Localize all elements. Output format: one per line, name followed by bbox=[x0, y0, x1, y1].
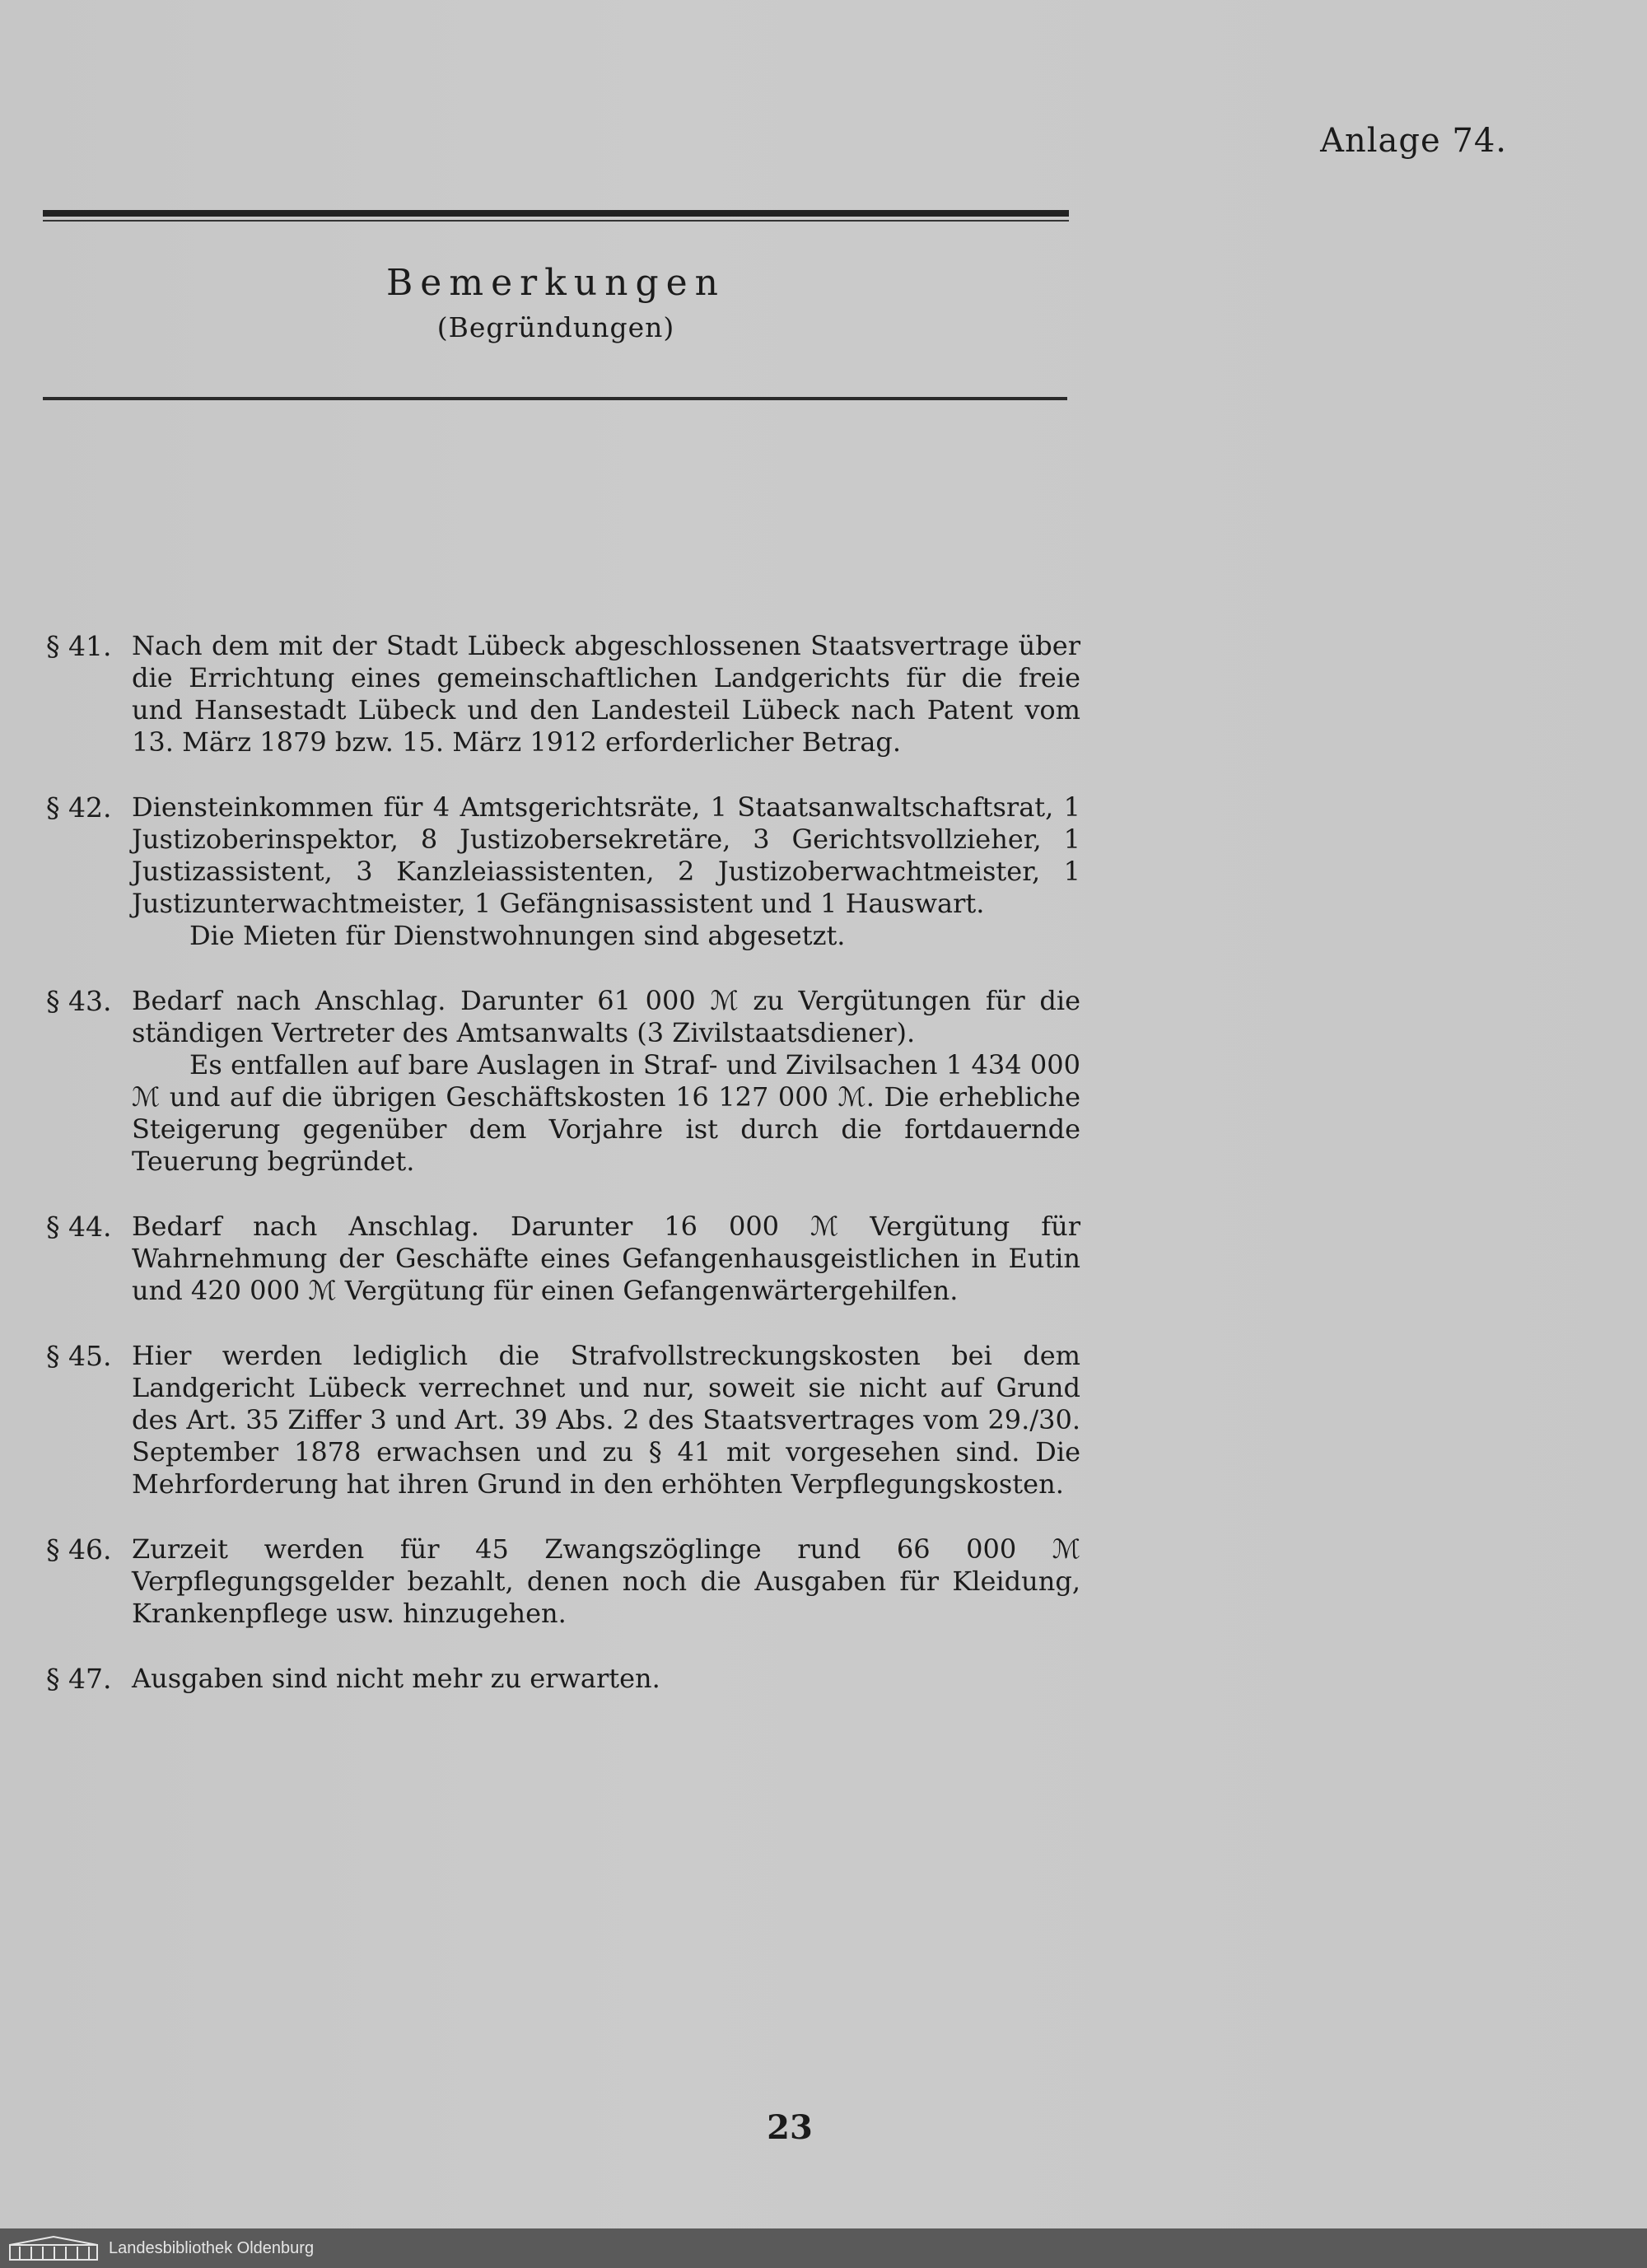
paragraph-text bbox=[132, 1533, 1080, 1630]
paragraph-number: § 43. bbox=[46, 985, 112, 1017]
paragraph-43 bbox=[46, 985, 1084, 1178]
paragraph-line: Es entfallen auf bare Auslagen in Straf- und Zivilsachen 1 434 000 ℳ und auf die übrigen Geschäftskosten 16 127 000 ℳ. Die erhebliche Steigerung gegenüber dem Vorjahre ist durch die fortdauernde Teuerung begründet. bbox=[132, 1049, 1080, 1177]
paragraph-number: § 46. bbox=[46, 1533, 112, 1566]
paragraph-text bbox=[132, 1211, 1080, 1307]
paragraph-line: Nach dem mit der Stadt Lübeck abgeschlossenen Staatsvertrage über die Errichtung eines gemeinschaftlichen Landgerichts für die freie und Hansestadt Lübeck und den Landesteil Lübeck nach Patent vom 13. März 1879 bzw. 15. März 1912 erforderlicher Betrag. bbox=[132, 630, 1080, 758]
paragraph-46 bbox=[46, 1533, 1084, 1630]
paragraph-line: Ausgaben sind nicht mehr zu erwarten. bbox=[132, 1663, 660, 1694]
paragraph-text bbox=[132, 1663, 1080, 1695]
library-name: Landesbibliothek Oldenburg bbox=[109, 2239, 315, 2257]
paragraph-42 bbox=[46, 791, 1084, 952]
top-double-rule bbox=[43, 210, 1069, 217]
section-subheading: (Begründungen) bbox=[436, 311, 675, 343]
paragraph-line: Diensteinkommen für 4 Amtsgerichtsräte, 1 Staatsanwaltschaftsrat, 1 Justizoberinspektor, 8 Justizobersekretäre, 3 Gerichtsvollzieher, 1 Justizassistent, 3 Kanzleiassistenten, 2 Justizoberwachtmeister, 1 Justizunterwachtmeister, 1 Gefängnisassistent und 1 Hauswart. bbox=[132, 791, 1080, 919]
page-number-text: 23 bbox=[767, 2108, 813, 2147]
paragraph-text bbox=[132, 985, 1080, 1178]
paragraph-number: § 41. bbox=[46, 630, 112, 662]
paragraph-text bbox=[132, 791, 1080, 952]
paragraph-text bbox=[132, 630, 1080, 758]
paragraph-41 bbox=[46, 630, 1084, 758]
paragraph-line: Die Mieten für Dienstwohnungen sind abgesetzt. bbox=[189, 920, 846, 951]
paragraph-line: Bedarf nach Anschlag. Darunter 61 000 ℳ zu Vergütungen für die ständigen Vertreter des Amtsanwalts (3 Zivilstaatsdiener). bbox=[132, 985, 1080, 1048]
paragraph-line: Bedarf nach Anschlag. Darunter 16 000 ℳ Vergütung für Wahrnehmung der Geschäfte eines Gefangenhausgeistlichen in Eutin und 420 000 ℳ Vergütung für einen Gefangenwärtergehilfen. bbox=[132, 1211, 1080, 1306]
paragraph-list bbox=[46, 630, 1084, 1728]
annex-label: Anlage 74. bbox=[1320, 122, 1507, 160]
paragraph-44 bbox=[46, 1211, 1084, 1307]
paragraph-text bbox=[132, 1340, 1080, 1500]
heading-rule bbox=[43, 397, 1067, 400]
paragraph-number: § 44. bbox=[46, 1211, 112, 1243]
section-heading: Bemerkungen bbox=[385, 262, 726, 304]
paragraph-45 bbox=[46, 1340, 1084, 1500]
paragraph-number: § 47. bbox=[46, 1663, 112, 1695]
paragraph-47 bbox=[46, 1663, 1084, 1695]
library-building-icon bbox=[8, 2235, 99, 2261]
page-number bbox=[0, 2108, 1647, 2147]
paragraph-line: Zurzeit werden für 45 Zwangszöglinge rund 66 000 ℳ Verpflegungsgelder bezahlt, denen noch die Ausgaben für Kleidung, Krankenpflege usw. hinzugehen. bbox=[132, 1533, 1080, 1629]
library-footer-bar bbox=[0, 2228, 1647, 2268]
paragraph-line: Hier werden lediglich die Strafvollstreckungskosten bei dem Landgericht Lübeck verrechnet und nur, soweit sie nicht auf Grund des Art. 35 Ziffer 3 und Art. 39 Abs. 2 des Staatsvertrages vom 29./30. September 1878 erwachsen und zu § 41 mit vorgesehen sind. Die Mehrforderung hat ihren Grund in den erhöhten Verpflegungskosten. bbox=[132, 1340, 1080, 1500]
paragraph-number: § 45. bbox=[46, 1340, 112, 1372]
paragraph-number: § 42. bbox=[46, 791, 112, 824]
